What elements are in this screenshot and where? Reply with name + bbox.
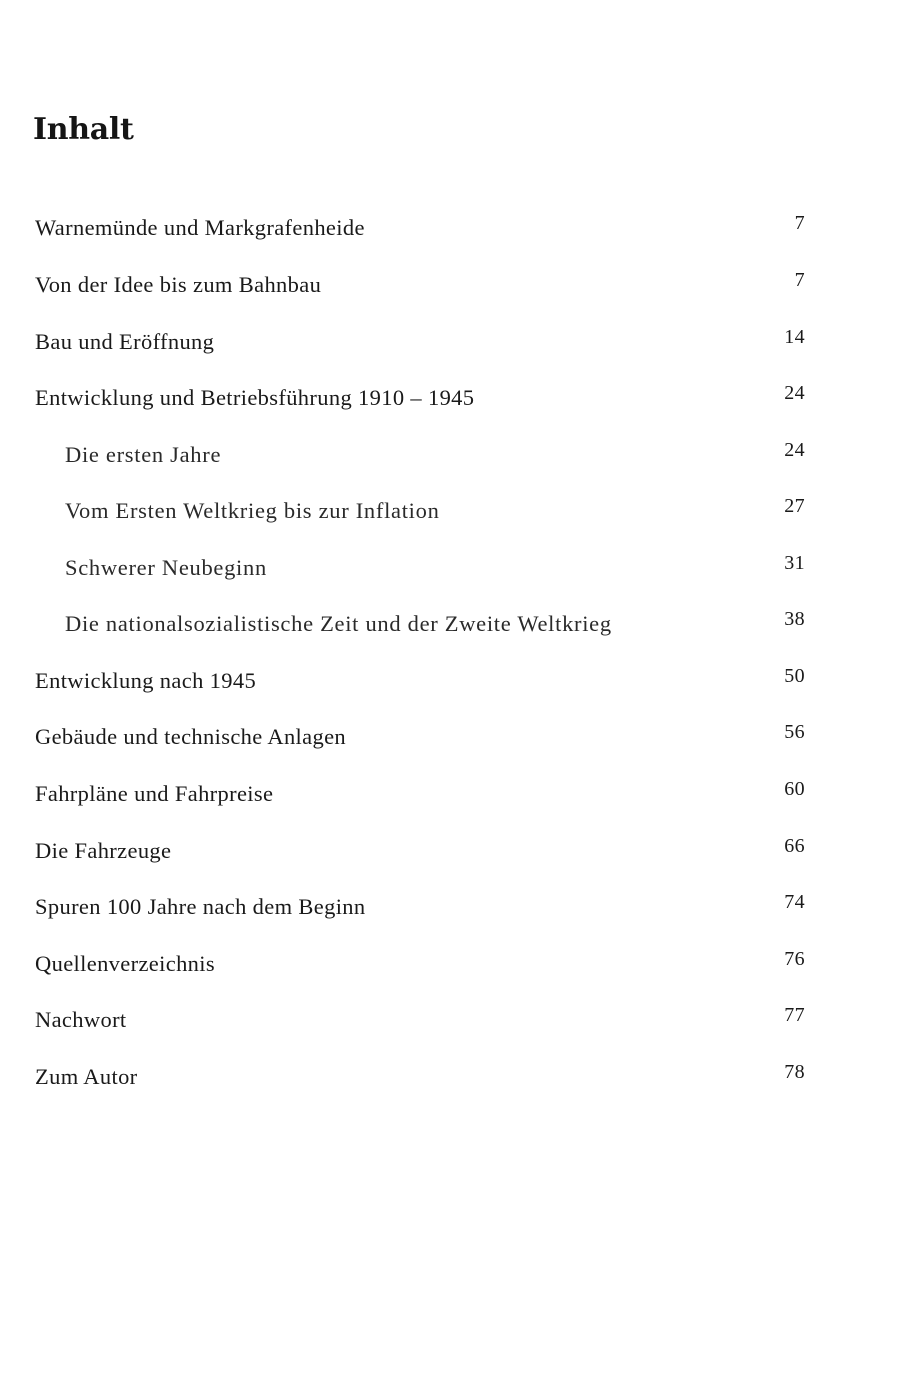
toc-entry-label: Schwerer Neubeginn bbox=[65, 555, 267, 580]
toc-entry bbox=[0, 835, 900, 872]
toc-entry-label: Spuren 100 Jahre nach dem Beginn bbox=[35, 894, 366, 919]
toc-entry-page-number: 27 bbox=[784, 495, 805, 517]
toc-entry bbox=[0, 891, 900, 928]
toc-entry bbox=[0, 778, 900, 815]
toc-entry bbox=[0, 1004, 900, 1041]
toc-entry-page-number: 78 bbox=[784, 1061, 805, 1083]
toc-entry-label: Fahrpläne und Fahrpreise bbox=[35, 781, 274, 806]
toc-subentry bbox=[0, 439, 900, 476]
toc-entry bbox=[0, 948, 900, 985]
toc-entry-page-number: 74 bbox=[784, 891, 805, 913]
toc-entry-label: Quellenverzeichnis bbox=[35, 951, 215, 976]
toc-entry bbox=[0, 382, 900, 419]
toc-entry-label: Die Fahrzeuge bbox=[35, 838, 172, 863]
toc-entry-label: Die nationalsozialistische Zeit und der Zweite Weltkrieg bbox=[65, 611, 612, 636]
toc-entry-label: Vom Ersten Weltkrieg bis zur Inflation bbox=[65, 498, 440, 523]
page-title: Inhalt bbox=[33, 112, 134, 147]
toc-entry-page-number: 38 bbox=[784, 608, 805, 630]
toc-entry-label: Nachwort bbox=[35, 1007, 127, 1032]
toc-entry-page-number: 66 bbox=[784, 835, 805, 857]
toc-entry bbox=[0, 721, 900, 758]
toc-entry bbox=[0, 665, 900, 702]
toc-entry-label: Die ersten Jahre bbox=[65, 442, 222, 467]
toc-entry bbox=[0, 212, 900, 249]
toc-subentry bbox=[0, 495, 900, 532]
toc-entry-page-number: 56 bbox=[784, 721, 805, 743]
toc-subentry bbox=[0, 552, 900, 589]
toc-entry bbox=[0, 326, 900, 363]
toc-entry-label: Bau und Eröffnung bbox=[35, 329, 215, 354]
toc-entry-page-number: 7 bbox=[794, 212, 805, 234]
toc-entry-page-number: 7 bbox=[794, 269, 805, 291]
toc-entry-label: Zum Autor bbox=[35, 1064, 138, 1089]
toc-entry bbox=[0, 1061, 900, 1098]
toc-entry-label: Von der Idee bis zum Bahnbau bbox=[35, 272, 322, 297]
toc-entry-page-number: 77 bbox=[784, 1004, 805, 1026]
toc-entry-label: Gebäude und technische Anlagen bbox=[35, 724, 347, 749]
toc-entry-label: Entwicklung und Betriebsführung 1910 – 1945 bbox=[35, 385, 475, 410]
toc-entry-page-number: 50 bbox=[784, 665, 805, 687]
toc-entry-label: Warnemünde und Markgrafenheide bbox=[35, 215, 365, 240]
toc-entry-page-number: 24 bbox=[784, 439, 805, 461]
toc-subentry bbox=[0, 608, 900, 645]
toc-entry-page-number: 31 bbox=[784, 552, 805, 574]
toc-entry-label: Entwicklung nach 1945 bbox=[35, 668, 257, 693]
toc-entry-page-number: 60 bbox=[784, 778, 805, 800]
toc-entry bbox=[0, 269, 900, 306]
toc-entry-page-number: 14 bbox=[784, 326, 805, 348]
toc-entry-page-number: 24 bbox=[784, 382, 805, 404]
toc-entry-page-number: 76 bbox=[784, 948, 805, 970]
